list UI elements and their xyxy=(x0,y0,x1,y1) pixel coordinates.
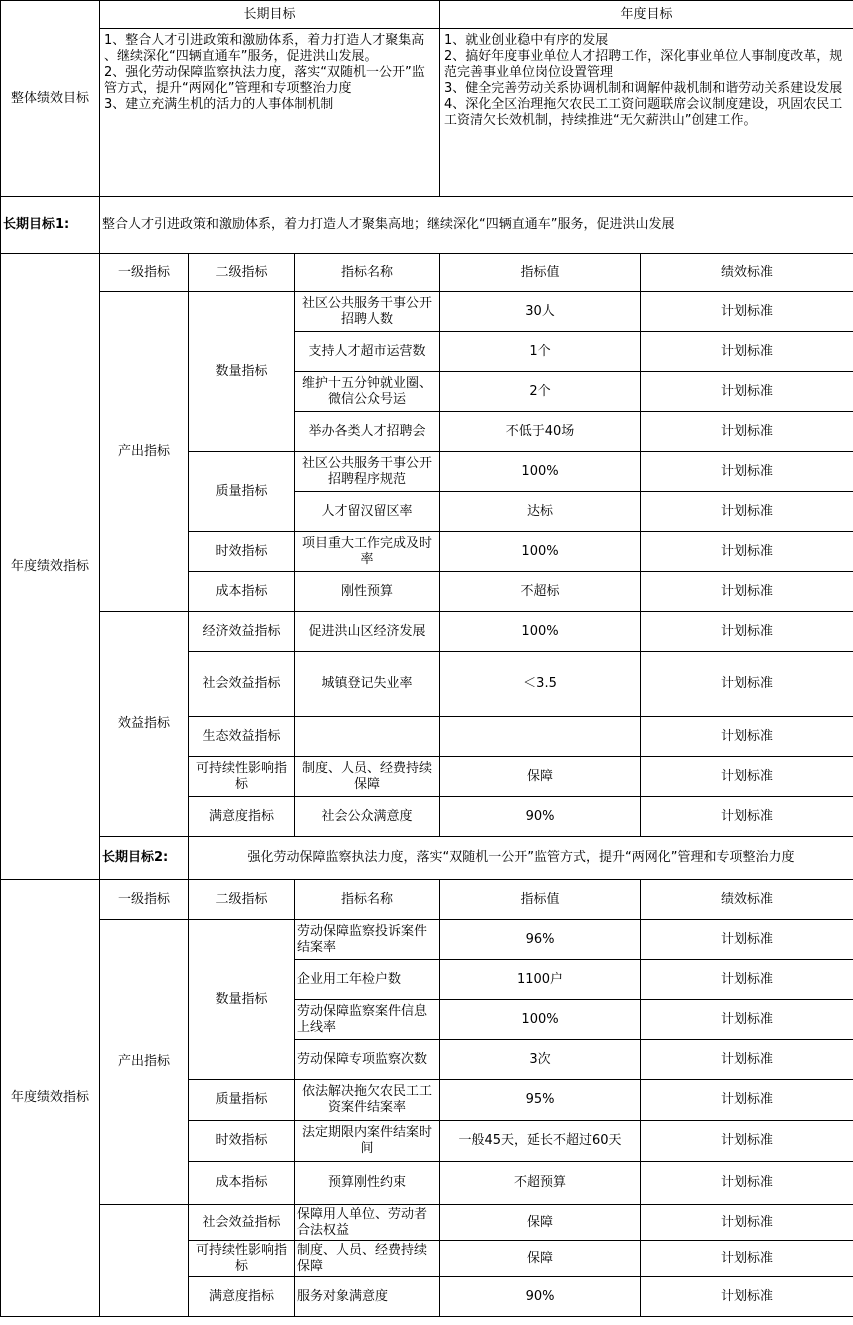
indicator-standard: 计划标准 xyxy=(641,717,853,757)
social-indicator: 社会效益指标 xyxy=(189,1205,295,1241)
quantity-indicator: 数量指标 xyxy=(189,292,295,452)
indicator-name: 举办各类人才招聘会 xyxy=(295,412,440,452)
indicator-standard: 计划标准 xyxy=(641,612,853,652)
indicator-standard: 计划标准 xyxy=(641,1162,853,1205)
col-value: 指标值 xyxy=(440,880,641,920)
indicator-value: 1100户 xyxy=(440,960,641,1000)
quantity-indicator: 数量指标 xyxy=(189,920,295,1080)
indicator-name: 劳动保障监察案件信息上线率 xyxy=(295,1000,440,1040)
timeliness-indicator: 时效指标 xyxy=(189,532,295,572)
indicator-standard: 计划标准 xyxy=(641,492,853,532)
indicator-name: 法定期限内案件结案时间 xyxy=(295,1121,440,1162)
indicator-name: 制度、人员、经费持续保障 xyxy=(295,1241,440,1277)
benefit-indicator-empty xyxy=(100,1205,189,1317)
col-l1: 一级指标 xyxy=(100,880,189,920)
col-standard: 绩效标准 xyxy=(641,254,853,292)
indicator-name: 刚性预算 xyxy=(295,572,440,612)
sustainable-indicator: 可持续性影响指标 xyxy=(189,757,295,797)
quality-indicator: 质量指标 xyxy=(189,1080,295,1121)
indicator-value: 不超预算 xyxy=(440,1162,641,1205)
long-term-goal-1: 1、整合人才引进政策和激励体系，着力打造人才聚集高 、继续深化“四辆直通车”服务，促进洪山发展。 xyxy=(104,33,425,64)
col-l1: 一级指标 xyxy=(100,254,189,292)
indicator-standard: 计划标准 xyxy=(641,1080,853,1121)
indicator-value: 保障 xyxy=(440,757,641,797)
indicator-standard: 计划标准 xyxy=(641,797,853,837)
long-term-header: 长期目标 xyxy=(100,1,440,29)
indicator-name: 人才留汉留区率 xyxy=(295,492,440,532)
indicator-standard: 计划标准 xyxy=(641,372,853,412)
quality-indicator: 质量指标 xyxy=(189,452,295,532)
indicator-name: 制度、人员、经费持续保障 xyxy=(295,757,440,797)
indicator-name: 社区公共服务干事公开招聘程序规范 xyxy=(295,452,440,492)
indicator-standard: 计划标准 xyxy=(641,757,853,797)
indicator-name xyxy=(295,717,440,757)
goal2-label: 长期目标2: xyxy=(100,837,189,880)
indicator-standard: 计划标准 xyxy=(641,1277,853,1317)
indicator-value: 100% xyxy=(440,612,641,652)
indicator-name: 预算刚性约束 xyxy=(295,1162,440,1205)
indicator-standard: 计划标准 xyxy=(641,920,853,960)
cost-indicator: 成本指标 xyxy=(189,1162,295,1205)
economic-indicator: 经济效益指标 xyxy=(189,612,295,652)
annual-goal-2: 2、搞好年度事业单位人才招聘工作，深化事业单位人事制度改革，规范完善事业单位岗位设置管理 xyxy=(444,49,843,80)
indicator-standard: 计划标准 xyxy=(641,452,853,492)
indicator-name: 社区公共服务干事公开招聘人数 xyxy=(295,292,440,332)
indicator-name: 劳动保障专项监察次数 xyxy=(295,1040,440,1080)
indicator-standard: 计划标准 xyxy=(641,1040,853,1080)
indicator-value: 100% xyxy=(440,1000,641,1040)
social-indicator: 社会效益指标 xyxy=(189,652,295,717)
indicator-name: 城镇登记失业率 xyxy=(295,652,440,717)
table-row xyxy=(1,1205,853,1241)
goal1-text: 整合人才引进政策和激励体系，着力打造人才聚集高地；继续深化“四辆直通车”服务，促进洪山发展 xyxy=(100,197,853,254)
indicator-name: 项目重大工作完成及时率 xyxy=(295,532,440,572)
annual-goal-1: 1、就业创业稳中有序的发展 xyxy=(444,33,609,48)
goal2-text: 强化劳动保障监察执法力度，落实“双随机一公开”监管方式，提升“两网化”管理和专项整治力度 xyxy=(189,837,853,880)
ecological-indicator: 生态效益指标 xyxy=(189,717,295,757)
table-row xyxy=(1,292,853,332)
indicator-name: 促进洪山区经济发展 xyxy=(295,612,440,652)
col-standard: 绩效标准 xyxy=(641,880,853,920)
indicator-standard: 计划标准 xyxy=(641,572,853,612)
indicator-standard: 计划标准 xyxy=(641,532,853,572)
indicator-value: 一般45天，延长不超过60天 xyxy=(440,1121,641,1162)
indicator-value: 2个 xyxy=(440,372,641,412)
indicator-name: 企业用工年检户数 xyxy=(295,960,440,1000)
overall-goal-label: 整体绩效目标 xyxy=(1,1,100,197)
col-l2: 二级指标 xyxy=(189,254,295,292)
indicator-name: 保障用人单位、劳动者合法权益 xyxy=(295,1205,440,1241)
indicator-value: 96% xyxy=(440,920,641,960)
indicator-standard: 计划标准 xyxy=(641,960,853,1000)
col-value: 指标值 xyxy=(440,254,641,292)
indicator-value: 100% xyxy=(440,452,641,492)
indicator-standard: 计划标准 xyxy=(641,652,853,717)
col-name: 指标名称 xyxy=(295,254,440,292)
indicator-standard: 计划标准 xyxy=(641,1000,853,1040)
satisfaction-indicator: 满意度指标 xyxy=(189,797,295,837)
indicator-name: 支持人才超市运营数 xyxy=(295,332,440,372)
table-row xyxy=(1,612,853,652)
cost-indicator: 成本指标 xyxy=(189,572,295,612)
indicator-standard: 计划标准 xyxy=(641,1121,853,1162)
indicator-value: 保障 xyxy=(440,1241,641,1277)
indicator-value: 不低于40场 xyxy=(440,412,641,452)
benefit-indicator: 效益指标 xyxy=(100,612,189,837)
indicator-name: 维护十五分钟就业圈、微信公众号运 xyxy=(295,372,440,412)
long-term-goal-2: 2、强化劳动保障监察执法力度，落实“双随机一公开”监管方式，提升“两网化”管理和专项整治力度 xyxy=(104,65,425,96)
annual-goal-4: 4、深化全区治理拖欠农民工工资问题联席会议制度建设，巩固农民工工资清欠长效机制，持续推进“无欠薪洪山”创建工作。 xyxy=(444,97,843,128)
indicator-value: 1个 xyxy=(440,332,641,372)
table-row xyxy=(1,920,853,960)
output-indicator: 产出指标 xyxy=(100,920,189,1205)
indicator-standard: 计划标准 xyxy=(641,1205,853,1241)
long-term-goal-3: 3、建立充满生机的活力的人事体制机制 xyxy=(104,97,334,112)
indicator-standard: 计划标准 xyxy=(641,1241,853,1277)
col-name: 指标名称 xyxy=(295,880,440,920)
annual-goals xyxy=(440,29,853,197)
goal1-annual-label: 年度绩效指标 xyxy=(1,254,100,880)
indicator-value: 不超标 xyxy=(440,572,641,612)
col-l2: 二级指标 xyxy=(189,880,295,920)
indicator-name: 社会公众满意度 xyxy=(295,797,440,837)
indicator-standard: 计划标准 xyxy=(641,332,853,372)
annual-header: 年度目标 xyxy=(440,1,853,29)
indicator-name: 劳动保障监察投诉案件结案率 xyxy=(295,920,440,960)
indicator-value: 保障 xyxy=(440,1205,641,1241)
sustainable-indicator: 可持续性影响指标 xyxy=(189,1241,295,1277)
indicator-name: 服务对象满意度 xyxy=(295,1277,440,1317)
indicator-name: 依法解决拖欠农民工工资案件结案率 xyxy=(295,1080,440,1121)
indicator-value: 30人 xyxy=(440,292,641,332)
indicator-value: 90% xyxy=(440,1277,641,1317)
annual-goal-3: 3、健全完善劳动关系协调机制和调解仲裁机制和谐劳动关系建设发展 xyxy=(444,81,843,96)
indicator-value: 3次 xyxy=(440,1040,641,1080)
indicator-value: 达标 xyxy=(440,492,641,532)
output-indicator: 产出指标 xyxy=(100,292,189,612)
goal2-annual-label: 年度绩效指标 xyxy=(1,880,100,1317)
indicator-standard: 计划标准 xyxy=(641,412,853,452)
satisfaction-indicator: 满意度指标 xyxy=(189,1277,295,1317)
indicator-value: 95% xyxy=(440,1080,641,1121)
long-term-goals xyxy=(100,29,440,197)
timeliness-indicator: 时效指标 xyxy=(189,1121,295,1162)
indicator-value: 100% xyxy=(440,532,641,572)
indicator-value: 90% xyxy=(440,797,641,837)
goal1-label: 长期目标1: xyxy=(1,197,100,254)
indicator-value: ＜3.5 xyxy=(440,652,641,717)
indicator-standard: 计划标准 xyxy=(641,292,853,332)
indicator-value xyxy=(440,717,641,757)
